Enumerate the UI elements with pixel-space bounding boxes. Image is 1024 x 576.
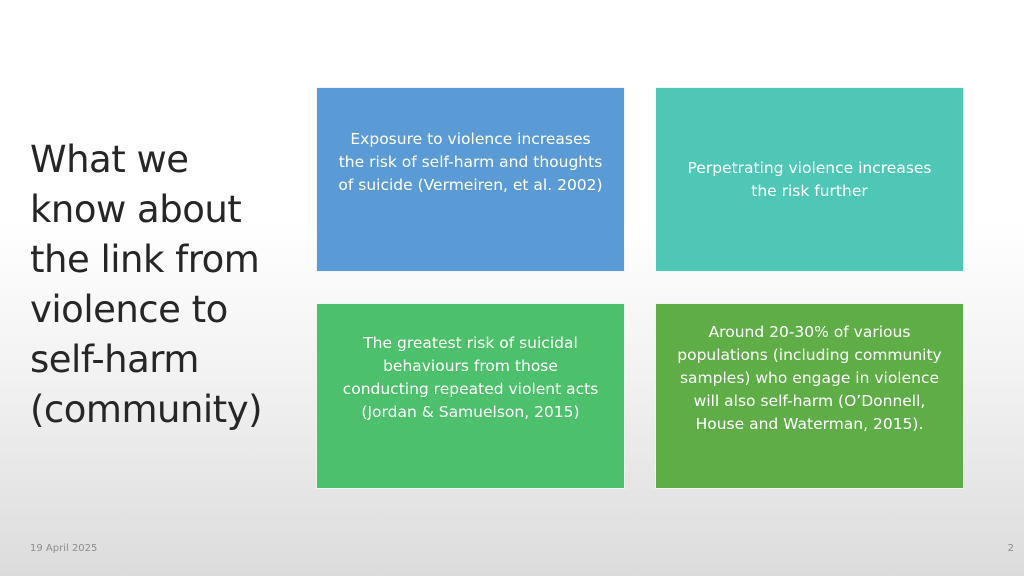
tile-text: Around 20-30% of various populations (including community samples) who engage in violence will also self-harm (O’Donnell, House and Waterman, 2015). bbox=[677, 323, 942, 433]
tile-text: The greatest risk of suicidal behaviours from those conducting repeated violent acts (Jordan & Samuelson, 2015) bbox=[342, 334, 599, 421]
tile-perpetrating-violence bbox=[655, 87, 964, 272]
footer-date: 19 April 2025 bbox=[30, 543, 98, 554]
slide-title: What we know about the link from violence to self-harm (community) bbox=[30, 138, 263, 431]
tile-text: Perpetrating violence increases the risk further bbox=[687, 158, 932, 200]
tile-greatest-risk bbox=[316, 303, 625, 489]
tile-text: Exposure to violence increases the risk of self-harm and thoughts of suicide (Vermeiren, et al. 2002) bbox=[338, 130, 603, 194]
tile-exposure-to-violence bbox=[316, 87, 625, 272]
slide-number: 2 bbox=[1007, 543, 1014, 554]
tile-prevalence bbox=[655, 303, 964, 489]
